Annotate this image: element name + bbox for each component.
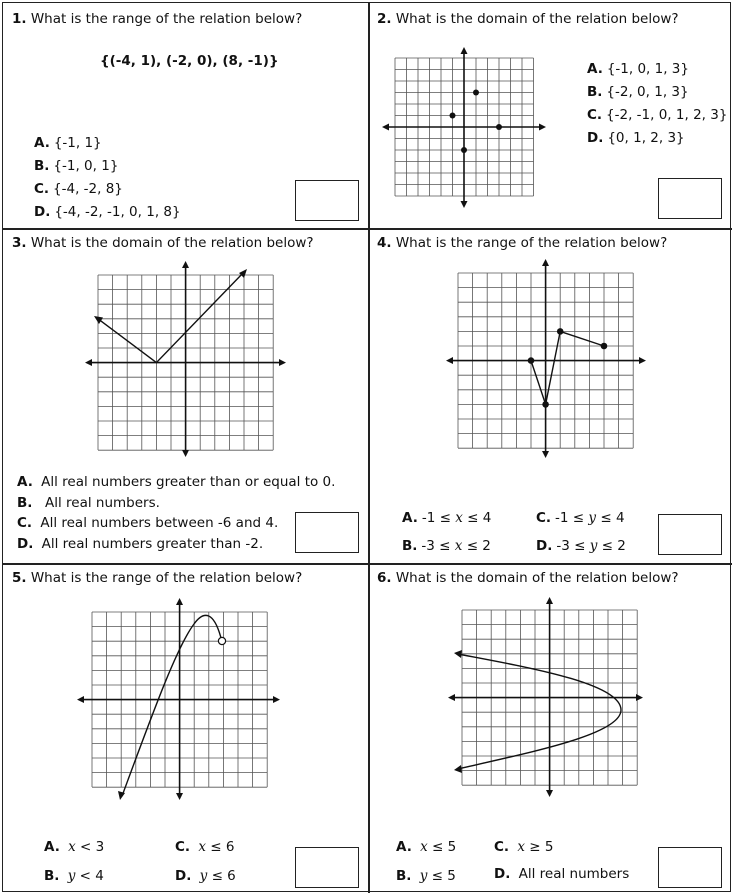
- problem-6-choice-d[interactable]: D. All real numbers: [494, 866, 630, 882]
- problem-5-graph: [76, 598, 282, 803]
- problem-3-choice-c[interactable]: C. All real numbers between -6 and 4.: [17, 515, 279, 531]
- problem-4-choice-b[interactable]: B. -3 ≤ x ≤ 2: [402, 538, 491, 554]
- problem-1-relation-set: {(-4, 1), (-2, 0), (8, -1)}: [100, 53, 279, 69]
- problem-1-choice-c[interactable]: C. {-4, -2, 8}: [34, 181, 123, 197]
- problem-4-answer-box[interactable]: [658, 514, 722, 555]
- problem-3-choice-d[interactable]: D. All real numbers greater than -2.: [17, 536, 264, 552]
- problem-3-choice-a[interactable]: A. All real numbers greater than or equal to 0.: [17, 474, 336, 490]
- problem-4-question: 4. What is the range of the relation below?: [377, 235, 668, 251]
- problem-4-graph: [446, 258, 646, 458]
- problem-1-choice-b[interactable]: B. {-1, 0, 1}: [34, 158, 119, 174]
- problem-4-choice-d[interactable]: D. -3 ≤ y ≤ 2: [536, 538, 626, 554]
- problem-4-choice-c[interactable]: C. -1 ≤ y ≤ 4: [536, 510, 625, 526]
- problem-3-graph: [82, 258, 282, 458]
- problem-2-choice-d[interactable]: D. {0, 1, 2, 3}: [587, 130, 685, 146]
- problem-6-graph: [446, 595, 646, 800]
- point: [450, 113, 456, 119]
- row-divider-1: [3, 228, 732, 230]
- problem-6-choice-c[interactable]: C. x ≥ 5: [494, 839, 554, 855]
- problem-1-choice-a[interactable]: A. {-1, 1}: [34, 135, 102, 151]
- problem-2-graph: [380, 48, 550, 213]
- problem-5-choice-b[interactable]: B. y < 4: [44, 868, 104, 884]
- problem-6-question: 6. What is the domain of the relation below?: [377, 570, 679, 586]
- problem-6-answer-box[interactable]: [658, 847, 722, 888]
- problem-2-question: 2. What is the domain of the relation below?: [377, 11, 679, 27]
- point: [473, 90, 479, 96]
- problem-6-choice-a[interactable]: A. x ≤ 5: [396, 839, 457, 855]
- problem-3-question: 3. What is the domain of the relation below?: [12, 235, 314, 251]
- problem-5-choice-c[interactable]: C. x ≤ 6: [175, 839, 235, 855]
- problem-1-question: 1. What is the range of the relation below?: [12, 11, 303, 27]
- point: [461, 147, 467, 153]
- problem-2-choice-a[interactable]: A. {-1, 0, 1, 3}: [587, 61, 689, 77]
- problem-2-choice-b[interactable]: B. {-2, 0, 1, 3}: [587, 84, 689, 100]
- problem-5-choice-d[interactable]: D. y ≤ 6: [175, 868, 236, 884]
- problem-5-answer-box[interactable]: [295, 847, 359, 888]
- problem-4-choice-a[interactable]: A. -1 ≤ x ≤ 4: [402, 510, 492, 526]
- point: [496, 124, 502, 130]
- row-divider-2: [3, 563, 732, 565]
- problem-3-choice-b[interactable]: B. All real numbers.: [17, 495, 160, 511]
- problem-5-question: 5. What is the range of the relation below?: [12, 570, 303, 586]
- problem-3-answer-box[interactable]: [295, 512, 359, 553]
- problem-2-answer-box[interactable]: [658, 178, 722, 219]
- column-divider: [368, 3, 370, 893]
- problem-5-choice-a[interactable]: A. x < 3: [44, 839, 105, 855]
- problem-1-choice-d[interactable]: D. {-4, -2, -1, 0, 1, 8}: [34, 204, 181, 220]
- problem-1-answer-box[interactable]: [295, 180, 359, 221]
- problem-6-choice-b[interactable]: B. y ≤ 5: [396, 868, 456, 884]
- problem-2-choice-c[interactable]: C. {-2, -1, 0, 1, 2, 3}: [587, 107, 728, 123]
